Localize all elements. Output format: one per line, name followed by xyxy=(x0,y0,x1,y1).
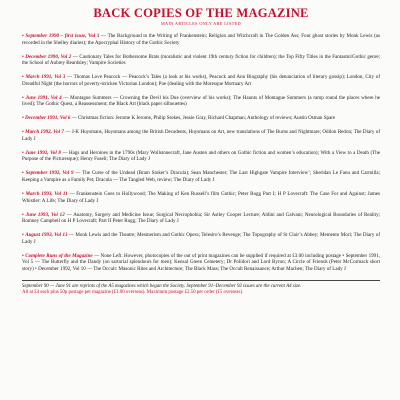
list-item xyxy=(22,191,380,204)
issue-contents: — None Left. However, photocopies of the out of print magazines can be supplied if required at £3.00 including postage • September 1991, Vol 5 — The Butterfly and the Dandy (on sartorial splendours for men); Kensal Green Cemetery; Dr Polidori and Lord Byron; A Circle of Friends (Peter McCormack short story) • December 1992, Vol 10 — The Occult: Masonic Rites and Architecture; The Black Mass; The Occult Renaissance; Arthur Machen; The Diary of Lady J xyxy=(22,252,380,272)
list-item xyxy=(22,129,380,142)
issue-contents: — J-K Huysmans, Huysmans among the British Decadents, Huysmans on Art, new translations of The Burns and Nightmare; Odilon Redon; The Diary of Lady J xyxy=(22,129,380,142)
issue-date: September 1990 xyxy=(25,33,59,39)
issue-contents: — Cautionary Tales for Bothersome Brats (moralistic and violent 19th century fiction for children); the Top Fifty Titles in the Fantasmi/Gothic genre; the School of Aubrey Beardsley; Vampire Societies xyxy=(22,53,380,67)
page-subtitle: MAIN ARTICLES ONLY ARE LISTED xyxy=(160,21,242,26)
issue-contents: — The Curse of the Undead (Bram Stoker’s Dracula); Sean Manchester; The Last Highgate Vampire Interview’; Sheridan Le Fanu and Carmilla; Keeping a Vampire as a Family Pet; Dracula — The Tangled Web, review; The Diary of Lady J xyxy=(22,170,380,184)
list-item xyxy=(22,253,380,273)
issue-date: March 1992, Vol 7 xyxy=(25,129,64,136)
bullet-icon: • xyxy=(22,211,26,218)
issue-contents: — Christmas fiction: Jerome K Jerome, Philip Stokes, Jessie Gray, Richard Chapman; Anthology of reviews; Austin Osman Spare xyxy=(70,115,336,122)
issue-date: September 1992, Vol 9 xyxy=(25,170,74,177)
issue-date: Complete Runs of the Magazine xyxy=(25,252,93,259)
bullet-icon: • xyxy=(22,74,26,81)
issue-contents: — The Background to the Writing of Frankenstein; Religion and Witchcraft in The Golden Ass; Four ghost stories by Monk Lewis (as recorded in the Shelley diaries); the Apocryphal History of the Gothic Society xyxy=(22,33,380,46)
list-item xyxy=(22,232,380,245)
bullet-icon: • xyxy=(22,149,26,156)
bullet-icon: • xyxy=(22,115,26,122)
issue-contents: — Monk Lewis and the Theatre; Mesmerism and Gothic Opera; Telesiro’s Revenge; The Topography of St Clair’s Abbey; Memento Mori; The Diary of Lady J xyxy=(22,232,380,245)
issue-date: June 1992, Vol 8 xyxy=(25,149,61,156)
issue-contents: — Frankenstein Goes to Hollywood; The Making of Ken Russell’s film Gothic; Peter Rugg Part I; H P Lovecraft: The Case For and Against; James Whistler: A Life; The Diary of Lady J xyxy=(22,191,380,204)
issue-date: March 1993, Vol 11 xyxy=(25,191,68,198)
issue-date: June 1993, Vol 12 xyxy=(25,211,65,218)
bullet-icon: • xyxy=(22,129,26,136)
list-item xyxy=(22,170,380,183)
issue-contents: — Hags and Heroines in the 1790s (Mary Wollstonecraft, Jane Austen and others on Gothic fiction and women’s education); With a View to a Death (The Purpose of the Picturesque); Henry Fuseli; The Diary of Lady J xyxy=(22,149,380,163)
list-item xyxy=(22,212,380,225)
issue-volume: Vol 1 xyxy=(88,33,100,39)
list-item xyxy=(22,115,380,122)
bullet-icon: • xyxy=(22,33,26,39)
issue-contents: — Thomas Love Peacock — Peacock’s Tales (a look at his works), Peacock and Ann Biography (his denunciation of literary gossip); London, City of Dreadful Night (the horrors of poverty-stricken Victorian London); Poe (dealing with the Moresque Mortuary Art xyxy=(22,74,381,87)
divider xyxy=(22,280,380,281)
bullet-icon: • xyxy=(22,191,26,198)
list-item xyxy=(22,150,380,163)
list-item xyxy=(22,95,380,108)
bullet-icon: • xyxy=(22,252,26,259)
list-item xyxy=(22,74,380,87)
issue-contents: — Anatomy, Surgery and Medicine Issue; Surgical Necrophobia; Sir Astley Cooper Lecture; Aldini and Galvani; Neurological Boundaries of Reality; Romney Campbell on H P Lovecraft; Part II Peter Rugg; The Diary of Lady J xyxy=(22,211,381,225)
issue-date: December 1991, Vol 6 xyxy=(25,115,71,122)
issue-date: March 1991, Vol 3 xyxy=(25,74,66,81)
issue-date: December 1990, Vol 2 xyxy=(25,53,72,60)
footnote-prices: All at £4 each plus 50p postage per magazine (£1.00 overseas). Maximum postage £2.50 per order (£5 overseas). xyxy=(22,290,244,296)
page-title: BACK COPIES OF THE MAGAZINE xyxy=(93,6,309,20)
bullet-icon: • xyxy=(22,232,26,239)
bullet-icon: • xyxy=(22,170,26,177)
issue-date: June 1991, Vol 4 xyxy=(25,94,62,101)
list-item xyxy=(22,33,380,46)
footnote-reprints: September 90 — June 91 are reprints of the A5 magazines which began the Society. September 91–December 92 issues are the current A4 size. xyxy=(22,283,302,289)
bullet-icon: • xyxy=(22,53,26,60)
issue-date: August 1993, Vol 13 xyxy=(25,232,68,239)
entries-list xyxy=(22,33,380,273)
issue-contents: — Montague Summers — Crowning the Devil his Due (overview of his works); The Haunts of Montague Summers (a ramp round the places where he lived); The Gothic Quest, a Reassessment; the Black Art (black paper silhouettes) xyxy=(22,94,380,108)
list-item xyxy=(22,54,380,67)
issue-note: – first issue, xyxy=(59,33,89,39)
bullet-icon: • xyxy=(22,94,26,101)
